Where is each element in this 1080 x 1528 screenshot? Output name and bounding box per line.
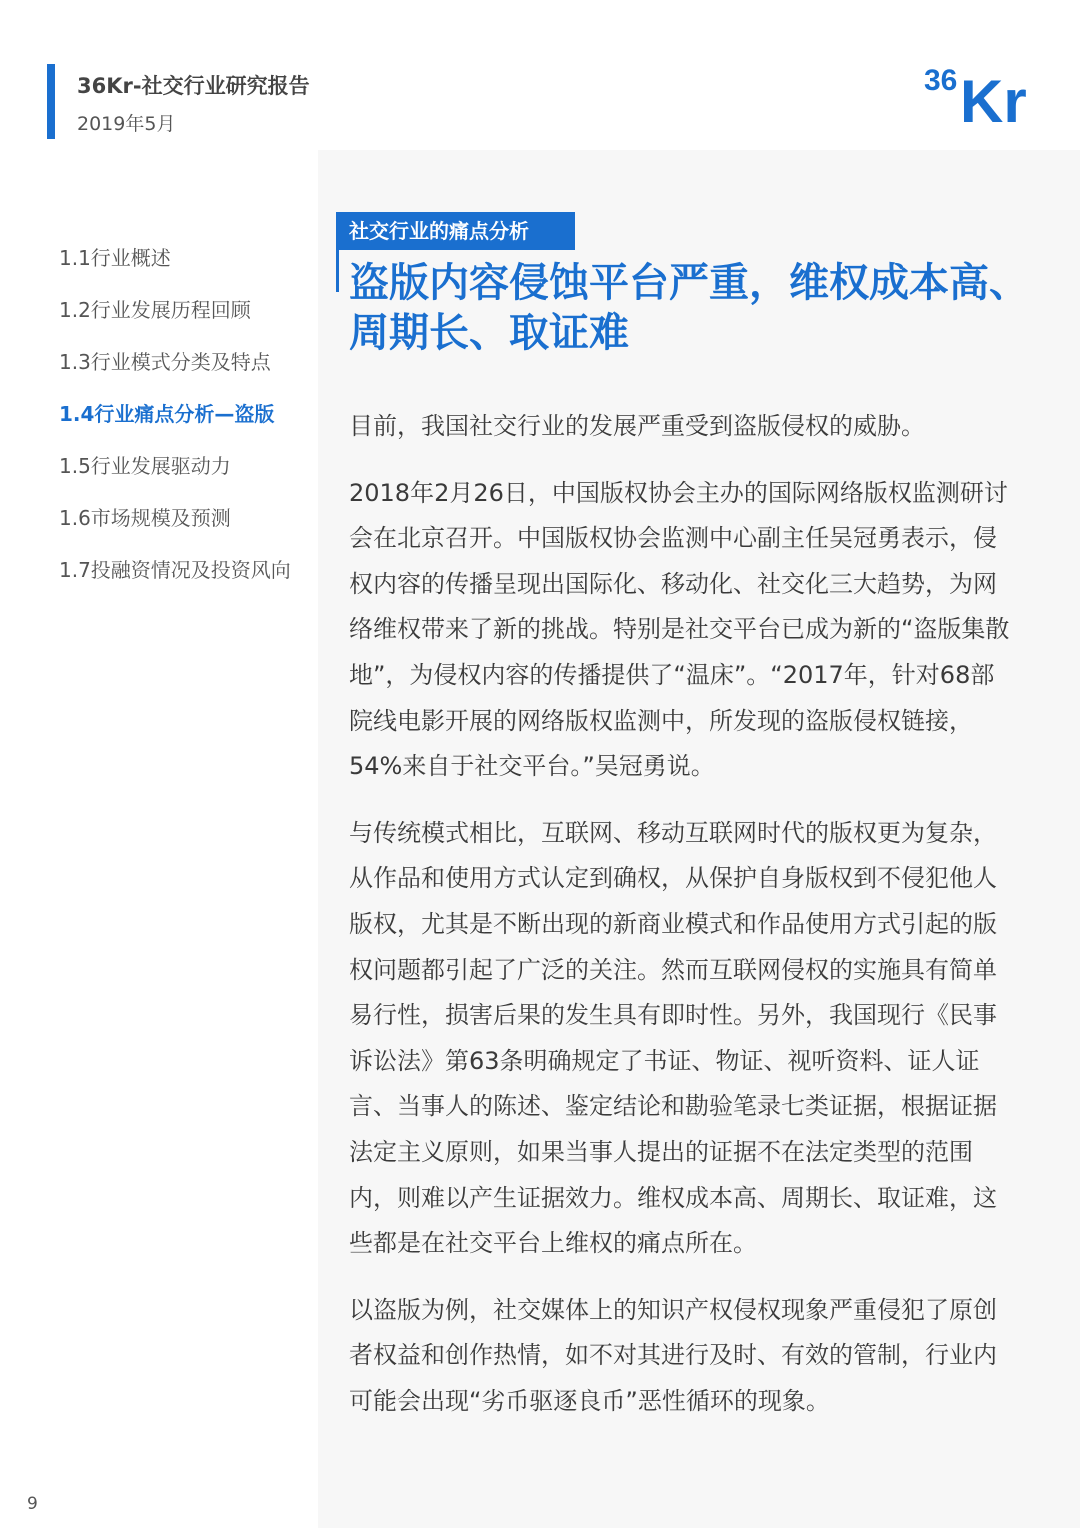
36kr-logo xyxy=(922,58,1042,128)
report-date: 2019年5月 xyxy=(77,113,176,135)
toc-item-1-3[interactable]: 1.3行业模式分类及特点 xyxy=(59,350,271,374)
toc-item-1-6[interactable]: 1.6市场规模及预测 xyxy=(59,506,231,530)
section-tag: 社交行业的痛点分析 xyxy=(339,212,575,250)
toc-item-1-4-active[interactable]: 1.4行业痛点分析—盗版 xyxy=(59,402,275,426)
logo-text-small: 36 xyxy=(924,64,958,97)
toc-item-1-2[interactable]: 1.2行业发展历程回顾 xyxy=(59,298,251,322)
toc-item-1-1[interactable]: 1.1行业概述 xyxy=(59,246,171,270)
article-body xyxy=(349,404,1017,1445)
paragraph-piracy: 以盗版为例，社交媒体上的知识产权侵权现象严重侵犯了原创者权益和创作热情，如不对其进行及时、有效的管制，行业内可能会出现“劣币驱逐良币”恶性循环的现象。 xyxy=(349,1295,997,1415)
header-accent-bar xyxy=(47,64,55,139)
paragraph-conference: 2018年2月26日，中国版权协会主办的国际网络版权监测研讨会在北京召开。中国版权协会监测中心副主任吴冠勇表示，侵权内容的传播呈现出国际化、移动化、社交化三大趋势，为网络维权带来了新的挑战。特别是社交平台已成为新的“盗版集散地”，为侵权内容的传播提供了“温床”。“2017年，针对68部院线电影开展的网络版权监测中，所发现的盗版侵权链接，54%来自于社交平台。”吴冠勇说。 xyxy=(349,478,1010,781)
toc-item-1-7[interactable]: 1.7投融资情况及投资风向 xyxy=(59,558,291,582)
table-of-contents xyxy=(59,232,304,596)
toc-item-1-5[interactable]: 1.5行业发展驱动力 xyxy=(59,454,231,478)
paragraph-copyright: 与传统模式相比，互联网、移动互联网时代的版权更为复杂，从作品和使用方式认定到确权，从保护自身版权到不侵犯他人版权，尤其是不断出现的新商业模式和作品使用方式引起的版权问题都引起了广泛的关注。然而互联网侵权的实施具有简单易行性，损害后果的发生具有即时性。另外，我国现行《民事诉讼法》第63条明确规定了书证、物证、视听资料、证人证言、当事人的陈述、鉴定结论和勘验笔录七类证据，根据证据法定主义原则，如果当事人提出的证据不在法定类型的范围内，则难以产生证据效力。维权成本高、周期长、取证难，这些都是在社交平台上维权的痛点所在。 xyxy=(349,818,997,1258)
paragraph-intro: 目前，我国社交行业的发展严重受到盗版侵权的威胁。 xyxy=(349,412,925,440)
logo-text-large: Kr xyxy=(960,68,1027,128)
page-headline: 盗版内容侵蚀平台严重，维权成本高、周期长、取证难 xyxy=(349,260,1029,356)
report-title: 36Kr-社交行业研究报告 xyxy=(77,74,310,98)
page-number: 9 xyxy=(27,1494,38,1514)
